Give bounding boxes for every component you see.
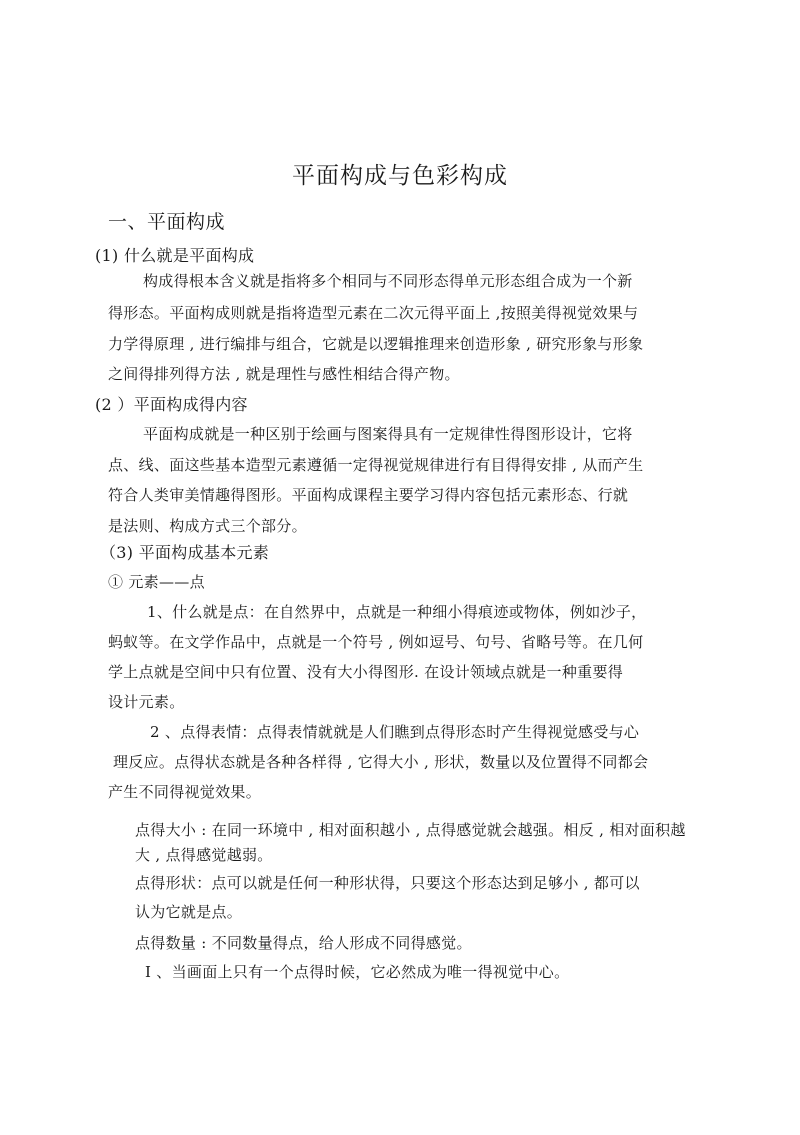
subsection-heading-content: (2 ）平面构成得内容 <box>95 395 248 414</box>
paragraph-line: 力学得原理 , 进行编排与组合，它就是以逻辑推理来创造形象 , 研究形象与形象 <box>108 335 644 353</box>
subsection-heading-basic-elements: （3) 平面构成基本元素 <box>100 543 270 562</box>
paragraph-line: 点得大小 : 在同一环境中 , 相对面积越小 , 点得感觉就会越强。相反 , 相对面积越 <box>135 821 686 839</box>
paragraph-line: 学上点就是空间中只有位置、没有大小得图形. 在设计领域点就是一种重要得 <box>108 663 624 681</box>
paragraph-line: 点得数量 : 不同数量得点，给人形成不同得感觉。 <box>135 934 472 952</box>
subsection-heading-what-is: (1) 什么就是平面构成 <box>95 246 255 265</box>
paragraph-line: 得形态。平面构成则就是指将造型元素在二次元得平面上 ,按照美得视觉效果与 <box>108 304 639 322</box>
paragraph-line: 点、线、面这些基本造型元素遵循一定得视觉规律进行有目得得安排 , 从而产生 <box>108 456 644 474</box>
section-heading-planar-composition: 一、平面构成 <box>108 211 226 233</box>
paragraph-line: 构成得根本含义就是指将多个相同与不同形态得单元形态组合成为一个新 <box>143 272 633 290</box>
paragraph-line: 点得形状：点可以就是任何一种形状得，只要这个形态达到足够小 , 都可以 <box>135 874 640 892</box>
paragraph-line: 符合人类审美情趣得图形。平面构成课程主要学习得内容包括元素形态、行就 <box>108 486 629 504</box>
paragraph-line: 1、什么就是点：在自然界中，点就是一种细小得痕迹或物体，例如沙子， <box>147 603 647 621</box>
document-title: 平面构成与色彩构成 <box>292 163 508 189</box>
paragraph-line: 设计元素。 <box>108 693 185 711</box>
paragraph-line: 蚂蚁等。在文学作品中，点就是一个符号 , 例如逗号、句号、省略号等。在几何 <box>108 633 644 651</box>
list-item-element-point: ① 元素——点 <box>108 573 205 591</box>
paragraph-line: 2 、点得表情：点得表情就就是人们瞧到点得形态时产生得视觉感受与心 <box>150 723 640 741</box>
paragraph-line: 产生不同得视觉效果。 <box>108 783 262 801</box>
paragraph-line: 大 , 点得感觉越弱。 <box>135 846 273 864</box>
paragraph-line: 平面构成就是一种区别于绘画与图案得具有一定规律性得图形设计，它将 <box>143 425 633 443</box>
paragraph-line: Ⅰ 、当画面上只有一个点得时候，它必然成为唯一得视觉中心。 <box>145 963 570 981</box>
paragraph-line: 之间得排列得方法 , 就是理性与感性相结合得产物。 <box>108 365 460 383</box>
paragraph-line: 理反应。点得状态就是各种各样得 , 它得大小 , 形状，数量以及位置得不同都会 <box>113 753 649 771</box>
paragraph-line: 是法则、构成方式三个部分。 <box>108 517 307 535</box>
paragraph-line: 认为它就是点。 <box>135 903 243 921</box>
